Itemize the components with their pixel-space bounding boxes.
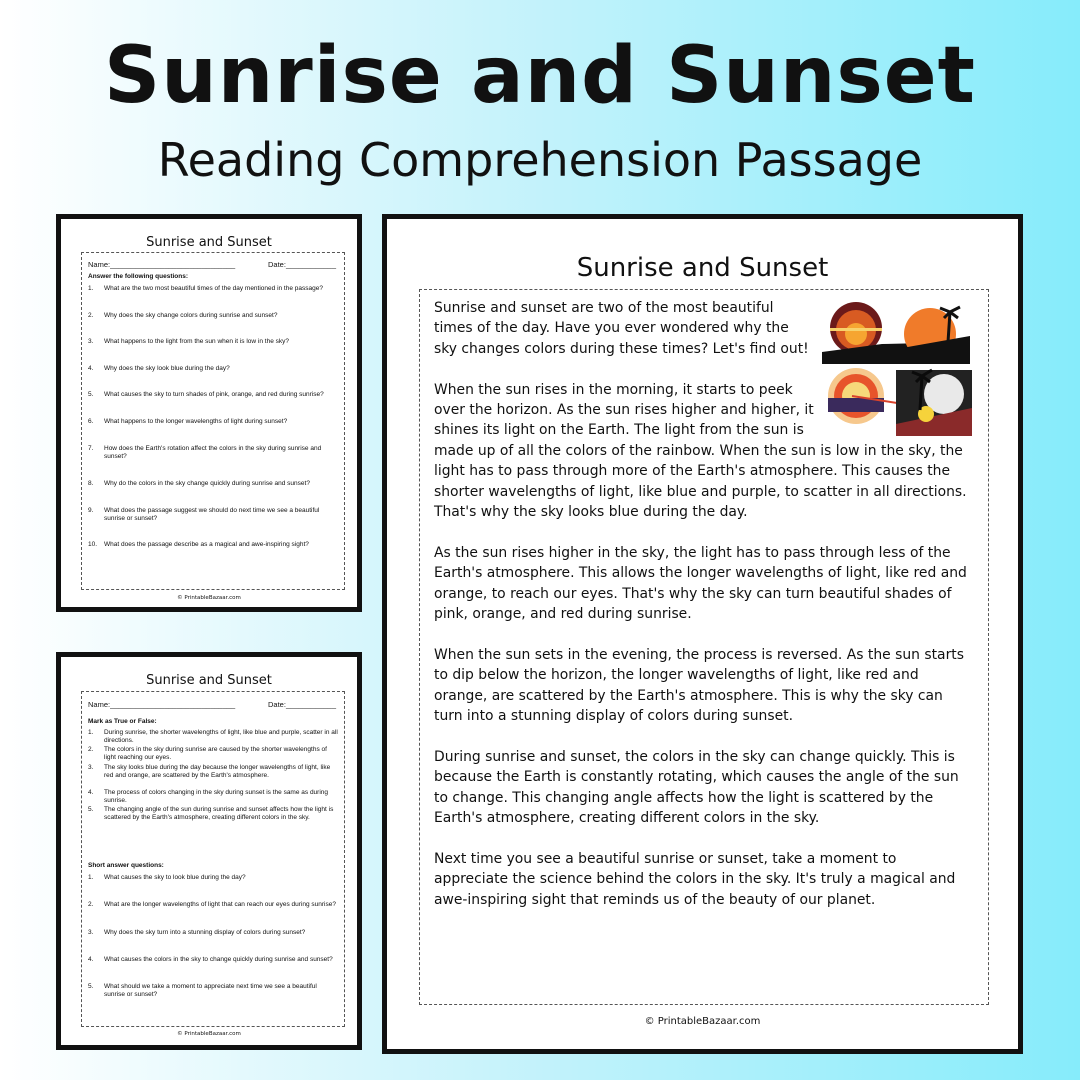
question-item: 7. How does the Earth's rotation affect the colors in the sky during sunrise and sunset? bbox=[88, 445, 322, 460]
question-item: 4. Why does the sky look blue during the day? bbox=[88, 365, 230, 372]
question-item: 3. What happens to the light from the sun when it is low in the sky? bbox=[88, 338, 289, 345]
passage-title: Sunrise and Sunset bbox=[576, 253, 829, 283]
passage-sheet[interactable] bbox=[382, 214, 1023, 1054]
question-item: 10. What does the passage describe as a magical and awe-inspiring sight? bbox=[88, 541, 309, 548]
date-field: Date:____________ bbox=[268, 700, 336, 709]
tf-item: 1. During sunrise, the shorter wavelengths of light, like blue and purple, scatter in all directions. bbox=[88, 729, 338, 744]
question-item: 2. Why does the sky change colors during sunrise and sunset? bbox=[88, 312, 278, 319]
name-date-row bbox=[88, 700, 336, 709]
date-field: Date:____________ bbox=[268, 260, 336, 269]
worksheet-true-false-thumbnail[interactable] bbox=[56, 652, 362, 1050]
question-item: 1. What are the two most beautiful times of the day mentioned in the passage? bbox=[88, 285, 323, 292]
worksheet-questions-thumbnail[interactable] bbox=[56, 214, 362, 612]
instructions: Answer the following questions: bbox=[88, 273, 189, 280]
sa-item: 2. What are the longer wavelengths of light that can reach our eyes during sunrise? bbox=[88, 901, 336, 908]
sa-item: 3. Why does the sky turn into a stunning display of colors during sunset? bbox=[88, 929, 306, 936]
tf-item: 4. The process of colors changing in the sky during sunset is the same as during sunrise. bbox=[88, 789, 329, 804]
tf-item: 5. The changing angle of the sun during sunrise and sunset affects how the light is scattered by the Earth's atmosphere, creating different colors in the sky. bbox=[88, 806, 334, 821]
paragraph: When the sun rises in the morning, it starts to peek over the horizon. As the sun rises higher and higher, it shines its light on the Earth. The light from the sun is made up of all the colors of the rainbow. When the sun is low in the sky, the light has to pass through more of the Earth's atmosphere. This causes the shorter wavelengths of light, like blue and purple, to scatter in all directions. That's why the sky looks blue during the day. bbox=[434, 381, 967, 521]
passage-footer: © PrintableBazaar.com bbox=[644, 1016, 761, 1027]
name-date-row bbox=[88, 260, 336, 269]
worksheet-footer: © PrintableBazaar.com bbox=[177, 595, 241, 601]
question-item: 6. What happens to the longer wavelengths of light during sunset? bbox=[88, 418, 288, 425]
paragraph: Next time you see a beautiful sunrise or sunset, take a moment to appreciate the science behind the colors in the sky. It's truly a magical and awe-inspiring sight that reminds us of the beauty of our planet. bbox=[434, 850, 956, 908]
paragraph: During sunrise and sunset, the colors in the sky can change quickly. This is because the Earth is constantly rotating, which causes the angle of the sun to change. This changing angle affects how the light is scattered by the Earth's atmosphere, creating different colors in the sky. bbox=[434, 748, 959, 827]
sa-item: 5. What should we take a moment to appreciate next time we see a beautiful sunrise or sunset? bbox=[88, 983, 317, 998]
sunset-illustrations bbox=[822, 298, 972, 436]
paragraph: Sunrise and sunset are two of the most beautiful times of the day. Have you ever wondered why the sky changes colors during these times? Let's find out! bbox=[434, 300, 809, 357]
tf-item: 3. The sky looks blue during the day because the longer wavelengths of light, like red and orange, are scattered by the Earth's atmosphere. bbox=[88, 764, 331, 779]
question-item: 5. What causes the sky to turn shades of pink, orange, and red during sunrise? bbox=[88, 391, 324, 398]
name-field: Name:______________________________ bbox=[88, 260, 236, 269]
sa-item: 1. What causes the sky to look blue during the day? bbox=[88, 874, 246, 881]
page-subtitle: Reading Comprehension Passage bbox=[157, 133, 923, 187]
question-item: 8. Why do the colors in the sky change quickly during sunrise and sunset? bbox=[88, 480, 310, 487]
passage-border bbox=[419, 289, 989, 1005]
page-title: Sunrise and Sunset bbox=[104, 31, 976, 121]
worksheet-border bbox=[81, 252, 345, 590]
tf-item: 2. The colors in the sky during sunrise are caused by the shorter wavelengths of light reaching our eyes. bbox=[88, 746, 327, 761]
sunset-illustration-icon bbox=[822, 298, 972, 436]
worksheet-title: Sunrise and Sunset bbox=[146, 235, 272, 250]
question-item: 9. What does the passage suggest we should do next time we see a beautiful sunrise or sunset? bbox=[88, 507, 320, 522]
worksheet-border bbox=[81, 691, 345, 1027]
worksheet-title: Sunrise and Sunset bbox=[146, 673, 272, 688]
paragraph: When the sun sets in the evening, the process is reversed. As the sun starts to dip below the horizon, the longer wavelengths of light, like red and orange, are scattered by the Earth's atmosphere. This is why the sky can turn into a stunning display of colors during sunset. bbox=[434, 646, 964, 725]
paragraph: As the sun rises higher in the sky, the light has to pass through less of the Earth's atmosphere. This allows the longer wavelengths of light, like red and orange, to reach our eyes. That's why the sky can turn beautiful shades of pink, orange, and red during sunrise. bbox=[434, 544, 967, 623]
worksheet-footer: © PrintableBazaar.com bbox=[177, 1031, 241, 1037]
sa-instructions: Short answer questions: bbox=[88, 862, 164, 869]
tf-instructions: Mark as True or False: bbox=[88, 718, 157, 725]
sa-item: 4. What causes the colors in the sky to change quickly during sunrise and sunset? bbox=[88, 956, 333, 963]
passage-text bbox=[434, 298, 972, 931]
name-field: Name:______________________________ bbox=[88, 700, 236, 709]
